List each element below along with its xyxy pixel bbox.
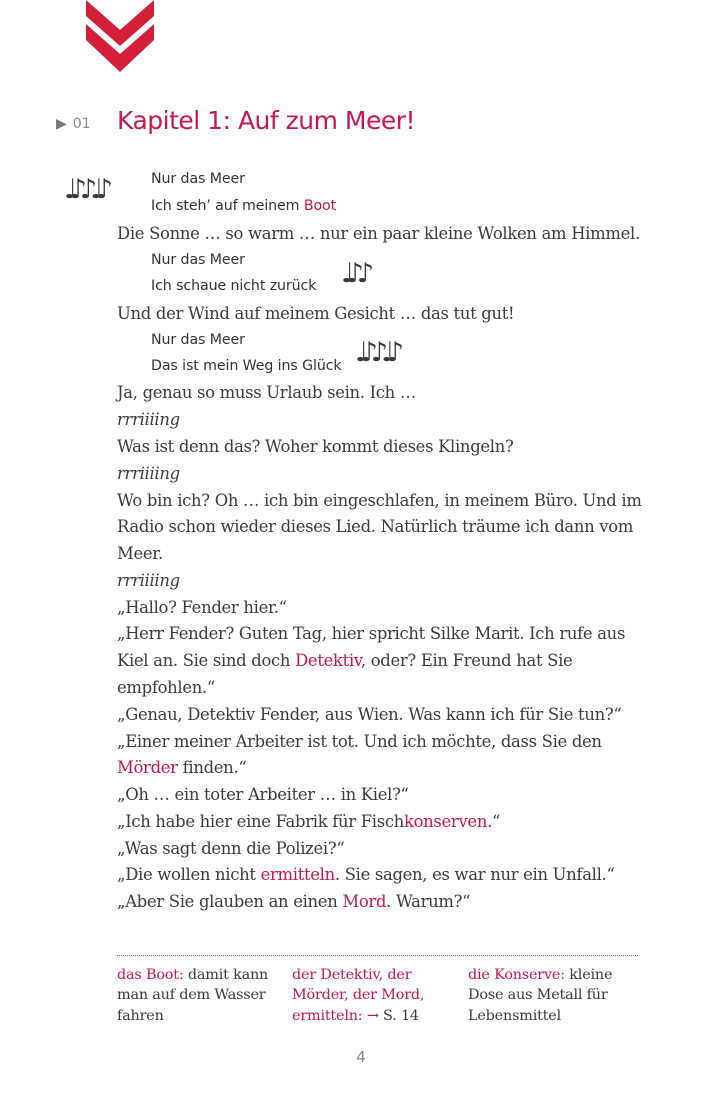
lyric-line: Das ist mein Weg ins Glück xyxy=(151,358,342,374)
text-line: „Aber Sie glauben an einen Mord. Warum?“ xyxy=(117,892,471,911)
music-notes-icon: ♩♪♪♩♪ xyxy=(355,337,398,368)
text-line: Meer. xyxy=(117,544,163,563)
chapter-title: Kapitel 1: Auf zum Meer! xyxy=(117,106,416,135)
glossary-word-konserven: konserven xyxy=(403,812,488,831)
glossary-entry-detektiv: der Detektiv, der Mörder, der Mord, ermitteln: → S. 14 xyxy=(292,967,425,1024)
text-line: „Hallo? Fender hier.“ xyxy=(117,598,287,617)
text-line: empfohlen.“ xyxy=(117,678,216,697)
lyric-line: Nur das Meer xyxy=(151,252,245,268)
text-line: rrriiiing xyxy=(117,410,180,429)
text-line: Und der Wind auf meinem Gesicht … das tut gut! xyxy=(117,304,515,323)
text-line: „Ich habe hier eine Fabrik für Fischkonserven.“ xyxy=(117,812,501,831)
text-line: „Was sagt denn die Polizei?“ xyxy=(117,839,345,858)
track-number: 01 xyxy=(72,116,91,132)
glossary-word-moerder: Mörder xyxy=(117,758,178,777)
text-line: „Genau, Detektiv Fender, aus Wien. Was kann ich für Sie tun?“ xyxy=(117,705,622,724)
text-line: „Herr Fender? Guten Tag, hier spricht Silke Marit. Ich rufe aus xyxy=(117,624,626,643)
text-line: Ja, genau so muss Urlaub sein. Ich … xyxy=(117,383,416,402)
text-line: „Einer meiner Arbeiter ist tot. Und ich möchte, dass Sie den xyxy=(117,732,602,751)
lyric-line: Nur das Meer xyxy=(151,332,245,348)
text-line: Kiel an. Sie sind doch Detektiv, oder? Ein Freund hat Sie xyxy=(117,651,573,670)
page-number: 4 xyxy=(356,1048,366,1066)
lyric-line: Nur das Meer xyxy=(151,171,245,187)
text-line: „Die wollen nicht ermitteln. Sie sagen, es war nur ein Unfall.“ xyxy=(117,865,615,884)
text-line: rrriiiing xyxy=(117,464,180,483)
glossary-entry-konserve: die Konserve: kleine Dose aus Metall für Lebensmittel xyxy=(468,967,613,1024)
arrow-right-icon: → xyxy=(362,1007,379,1024)
music-notes-icon: ♩♪♪ xyxy=(341,258,368,289)
text-line: Was ist denn das? Woher kommt dieses Klingeln? xyxy=(117,437,514,456)
glossary-word-detektiv: Detektiv xyxy=(295,651,361,670)
glossary-entry-boot: das Boot: damit kann man auf dem Wasser fahren xyxy=(117,967,269,1024)
lyric-line: Ich schaue nicht zurück xyxy=(151,278,317,294)
text-line: „Oh … ein toter Arbeiter … in Kiel?“ xyxy=(117,785,409,804)
glossary-word-ermitteln: ermitteln xyxy=(260,865,335,884)
glossary-word-mord: Mord xyxy=(342,892,387,911)
audio-track-marker[interactable] xyxy=(56,116,91,132)
text-line: Wo bin ich? Oh … ich bin eingeschlafen, in meinem Büro. Und im xyxy=(117,491,642,510)
text-line: Die Sonne … so warm … nur ein paar kleine Wolken am Himmel. xyxy=(117,224,640,243)
text-line: Radio schon wieder dieses Lied. Natürlich träume ich dann vom xyxy=(117,517,634,536)
lyric-line: Ich steh’ auf meinem Boot xyxy=(151,198,337,214)
text-line: rrriiiing xyxy=(117,571,180,590)
music-notes-icon: ♩♪♪♩♪ xyxy=(64,174,107,205)
glossary-divider xyxy=(117,955,638,956)
publisher-logo-chevron xyxy=(86,0,154,72)
glossary-word-boot: Boot xyxy=(303,198,337,214)
play-icon[interactable]: ▶ xyxy=(56,116,67,132)
text-line: Mörder finden.“ xyxy=(117,758,247,777)
